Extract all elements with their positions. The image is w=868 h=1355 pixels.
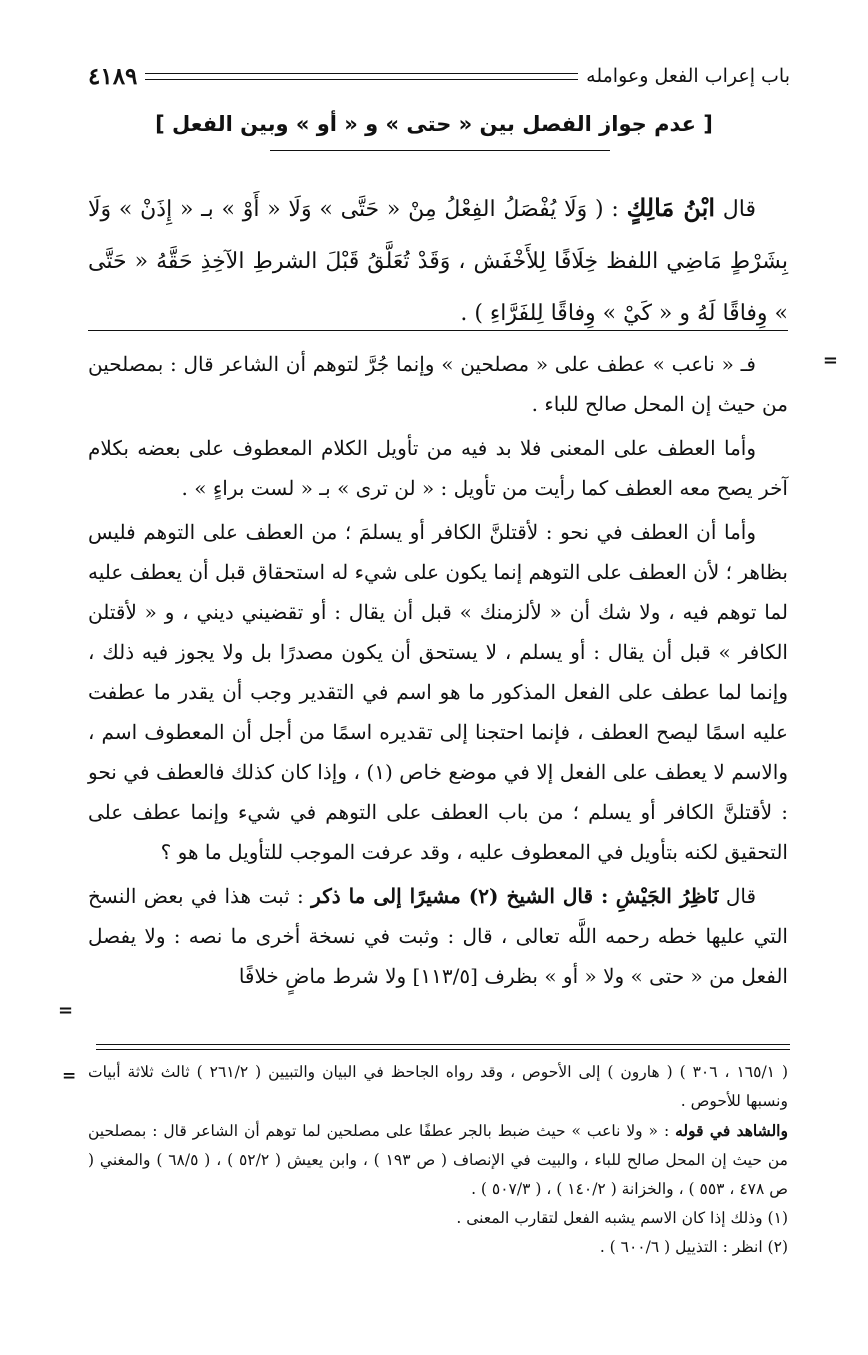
matn-intro: قال	[722, 197, 757, 222]
commentary-paragraph-2: وأما العطف على المعنى فلا بد فيه من تأويل الكلام المعطوف على بعضه بكلام آخر يصح معه العطف كما رأيت من تأويل : « لن ترى » بـ « لست براءٍ » .	[88, 436, 788, 500]
footnote-continuation-mark: =	[62, 1066, 77, 1086]
matn-rule	[88, 330, 788, 331]
commentary-paragraph-1: فـ « ناعب » عطف على « مصلحين » وإنما جُرَّ لتوهم أن الشاعر قال : بمصلحين من حيث إن المحل صالح للباء .	[88, 352, 788, 416]
matn-text: : ( وَلَا يُفْصَلُ الفِعْلُ مِنْ « حَتَّى » وَلَا « أَوْ » بـ « إِذَنْ » وَلَا بِشَرْطٍ مَاضِي اللفظ خِلَافًا لِلأَخْفَش ، وَقَدْ تُعَلَّقُ قَبْلَ الشرطِ الآخِذِ حَقَّهُ « حَتَّى » وِفاقًا لَهُ و « كَيْ » وِفاقًا لِلفَرَّاءِ ) .	[88, 197, 788, 326]
witness-text: : « ولا ناعب » حيث ضبط بالجر عطفًا على مصلحين لما توهم أن الشاعر قال : بمصلحين من حيث إن المحل صالح للباء ، والبيت في الإنصاف ( ص ١٩٣ ) ، وابن يعيش ( ٥٢/٢ ) ، ( ٦٨/٥ ) والمغني ( ص ٤٧٨ ، ٥٥٣ ) ، والخزانة ( ١٤٠/٢ ) ، ( ٥٠٧/٣ ) .	[88, 1122, 788, 1198]
section-title: [ عدم جواز الفصل بين « حتى » و « أو » وبين الفعل ]	[155, 112, 713, 136]
p4-text: : ثبت هذا في بعض النسخ التي عليها خطه رحمه اللَّه تعالى ، قال : وثبت في نسخة أخرى ما نصه : ولا يفصل الفعل من « حتى » ولا « أو » بظرف [١١٣/٥] ولا شرط ماضٍ خلافًا	[88, 884, 788, 988]
running-title: باب إعراب الفعل وعوامله	[586, 65, 790, 87]
matn-paragraph	[88, 182, 788, 340]
running-header	[88, 58, 790, 94]
matn-block	[88, 182, 788, 340]
witness-label: والشاهد في قوله	[675, 1121, 788, 1140]
speaker-name: نَاظِرُ الجَيْشِ	[615, 884, 719, 908]
continuation-mark: =	[822, 350, 838, 371]
footnote-continued: ( ١٦٥/١ ، ٣٠٦ ) ( هارون ) إلى الأحوص ، وقد رواه الجاحظ في البيان والتبيين ( ٢٦١/٢ ) ثالث ثلاثة أبيات ونسبها للأحوص .	[88, 1063, 788, 1110]
footnote-2: (٢) انظر : التذييل ( ٦٠٠/٦ ) .	[599, 1238, 788, 1256]
sheikh-quote: : قال الشيخ (٢) مشيرًا إلى ما ذكر	[311, 884, 609, 908]
continuation-mark-end: =	[58, 1000, 74, 1021]
p4-intro: قال	[725, 884, 757, 908]
footnote-1: (١) وذلك إذا كان الاسم يشبه الفعل لتقارب المعنى .	[456, 1209, 788, 1227]
header-rule	[145, 73, 578, 80]
footnotes-block	[88, 1058, 788, 1262]
commentary-paragraph-4	[88, 876, 788, 996]
footnote-witness	[88, 1116, 788, 1204]
commentary-paragraph-3: وأما أن العطف في نحو : لأقتلنَّ الكافر أو يسلمَ ؛ من العطف على التوهم فليس بظاهر ؛ لأن العطف على التوهم إنما يكون على شيء له استحقاق قبل أن يعطف عليه لما توهم فيه ، ولا شك أن « لألزمنك » قبل أن يقال : أو تقضيني ديني ، و « لأقتلن الكافر » قبل أن يقال : أو يسلم ، لا يستحق أن يكون مصدرًا بل ولا يجوز فيه ذلك ، وإنما لما عطف على الفعل المذكور ما هو اسم في التقدير وجب أن يقدر ما عطفت عليه اسمًا ليصح العطف ، فإنما احتجنا إلى تقديره اسمًا من أجل أن المعطوف اسم ، والاسم لا يعطف على الفعل إلا في موضع خاص (١) ، وإذا كان كذلك فالعطف في نحو : لأقتلنَّ الكافر أو يسلم ؛ من باب العطف على التوهم في شيء وإنما عطف على التحقيق لكنه بتأويل في المعطوف عليه ، وقد عرفت الموجب للتأويل ما هو ؟	[88, 520, 788, 864]
author-name: ابْنُ مَالِكٍ	[626, 193, 716, 222]
footnote-rule	[96, 1044, 790, 1050]
page-number: ٤١٨٩	[88, 62, 138, 90]
commentary-block	[88, 344, 788, 996]
title-underline	[270, 150, 610, 151]
